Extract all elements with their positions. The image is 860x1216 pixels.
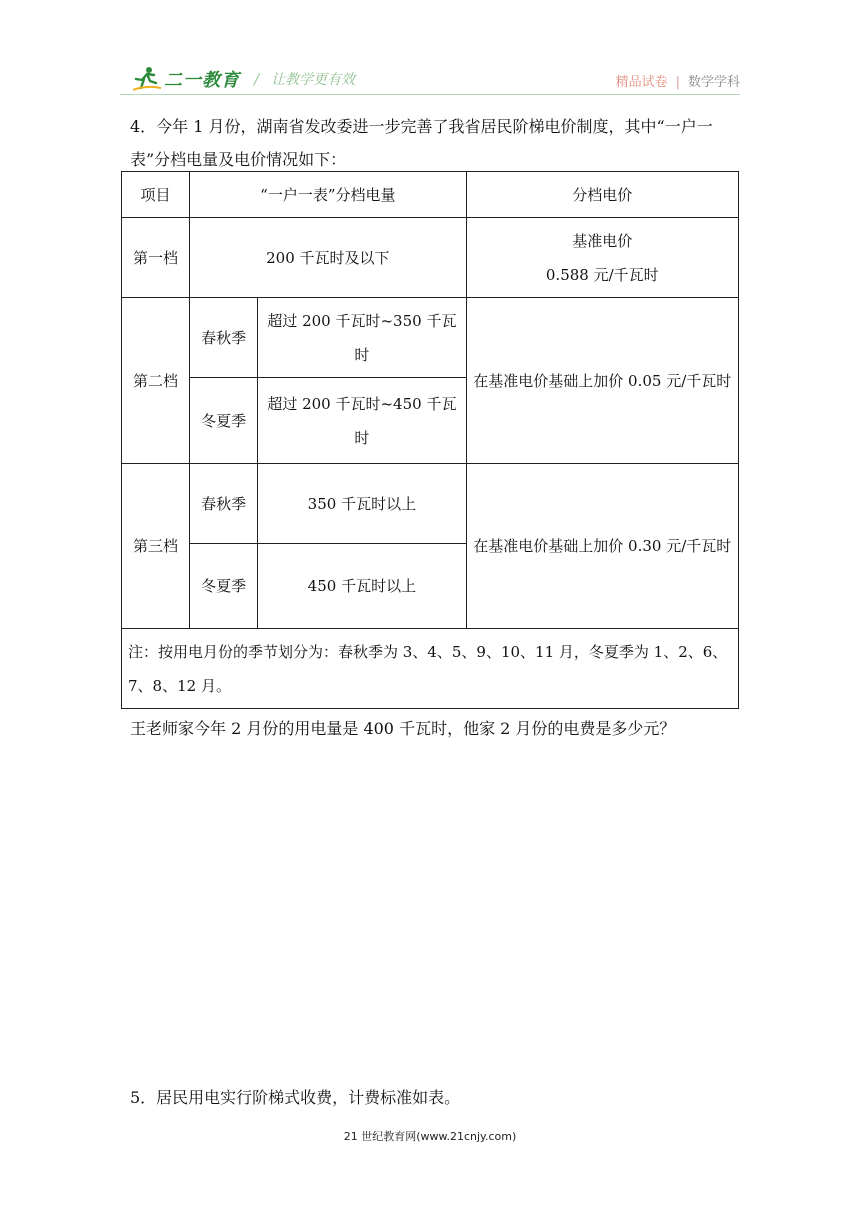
tag-premium-paper: 精品试卷 xyxy=(615,75,668,90)
header-divider xyxy=(120,94,740,95)
tier3-price: 在基准电价基础上加价 0.30 元/千瓦时 xyxy=(466,464,738,629)
tier2-season-b: 冬夏季 xyxy=(190,378,258,464)
question-4-stem: 4．今年 1 月份，湖南省发改委进一步完善了我省居民阶梯电价制度，其中“一户一表”分档电量及电价情况如下： xyxy=(130,117,713,169)
tier2-price: 在基准电价基础上加价 0.05 元/千瓦时 xyxy=(466,298,738,464)
table-header-row xyxy=(122,172,739,218)
tier3-season-a: 春秋季 xyxy=(190,464,258,544)
header-usage: “一户一表”分档电量 xyxy=(190,172,466,218)
tier2-usage-b: 超过 200 千瓦时~450 千瓦时 xyxy=(258,378,466,464)
table-note: 注：按用电月份的季节划分为：春秋季为 3、4、5、9、10、11 月，冬夏季为 1、2、6、7、8、12 月。 xyxy=(122,629,739,709)
tier1-price xyxy=(466,218,738,298)
brand-logo xyxy=(132,64,355,94)
page-footer: 21 世纪教育网(www.21cnjy.com) xyxy=(343,1130,517,1143)
header-price: 分档电价 xyxy=(466,172,738,218)
tier3-usage-b: 450 千瓦时以上 xyxy=(258,544,466,629)
tier2-name: 第二档 xyxy=(122,298,190,464)
tag-subject: 数学学科 xyxy=(687,75,740,90)
tag-separator: | xyxy=(675,75,680,90)
tier1-usage: 200 千瓦时及以下 xyxy=(190,218,466,298)
question-5-stem: 5．居民用电实行阶梯式收费，计费标准如表。 xyxy=(130,1088,461,1107)
brand-name: 二一教育 xyxy=(164,70,240,91)
page-header xyxy=(120,62,740,96)
table-row-tier2-spring-autumn xyxy=(122,298,739,378)
tier1-name: 第一档 xyxy=(122,218,190,298)
tariff-table xyxy=(121,171,739,709)
question-4-ask: 王老师家今年 2 月份的用电量是 400 千瓦时，他家 2 月份的电费是多少元？ xyxy=(130,719,676,738)
tier3-usage-a: 350 千瓦时以上 xyxy=(258,464,466,544)
table-row-tier3-spring-autumn xyxy=(122,464,739,544)
table-note-row xyxy=(122,629,739,709)
header-item: 项目 xyxy=(122,172,190,218)
tier1-price-line1: 基准电价 xyxy=(572,231,633,250)
tier3-name: 第三档 xyxy=(122,464,190,629)
tier2-usage-a: 超过 200 千瓦时~350 千瓦时 xyxy=(258,298,466,378)
table-row-tier1 xyxy=(122,218,739,298)
brand-slash: / xyxy=(254,70,260,88)
header-tags xyxy=(616,71,740,90)
brand-slogan: 让教学更有效 xyxy=(271,72,356,88)
runner-logo-icon xyxy=(132,66,162,92)
tier2-season-a: 春秋季 xyxy=(190,298,258,378)
tier1-price-line2: 0.588 元/千瓦时 xyxy=(545,265,659,284)
tier3-season-b: 冬夏季 xyxy=(190,544,258,629)
